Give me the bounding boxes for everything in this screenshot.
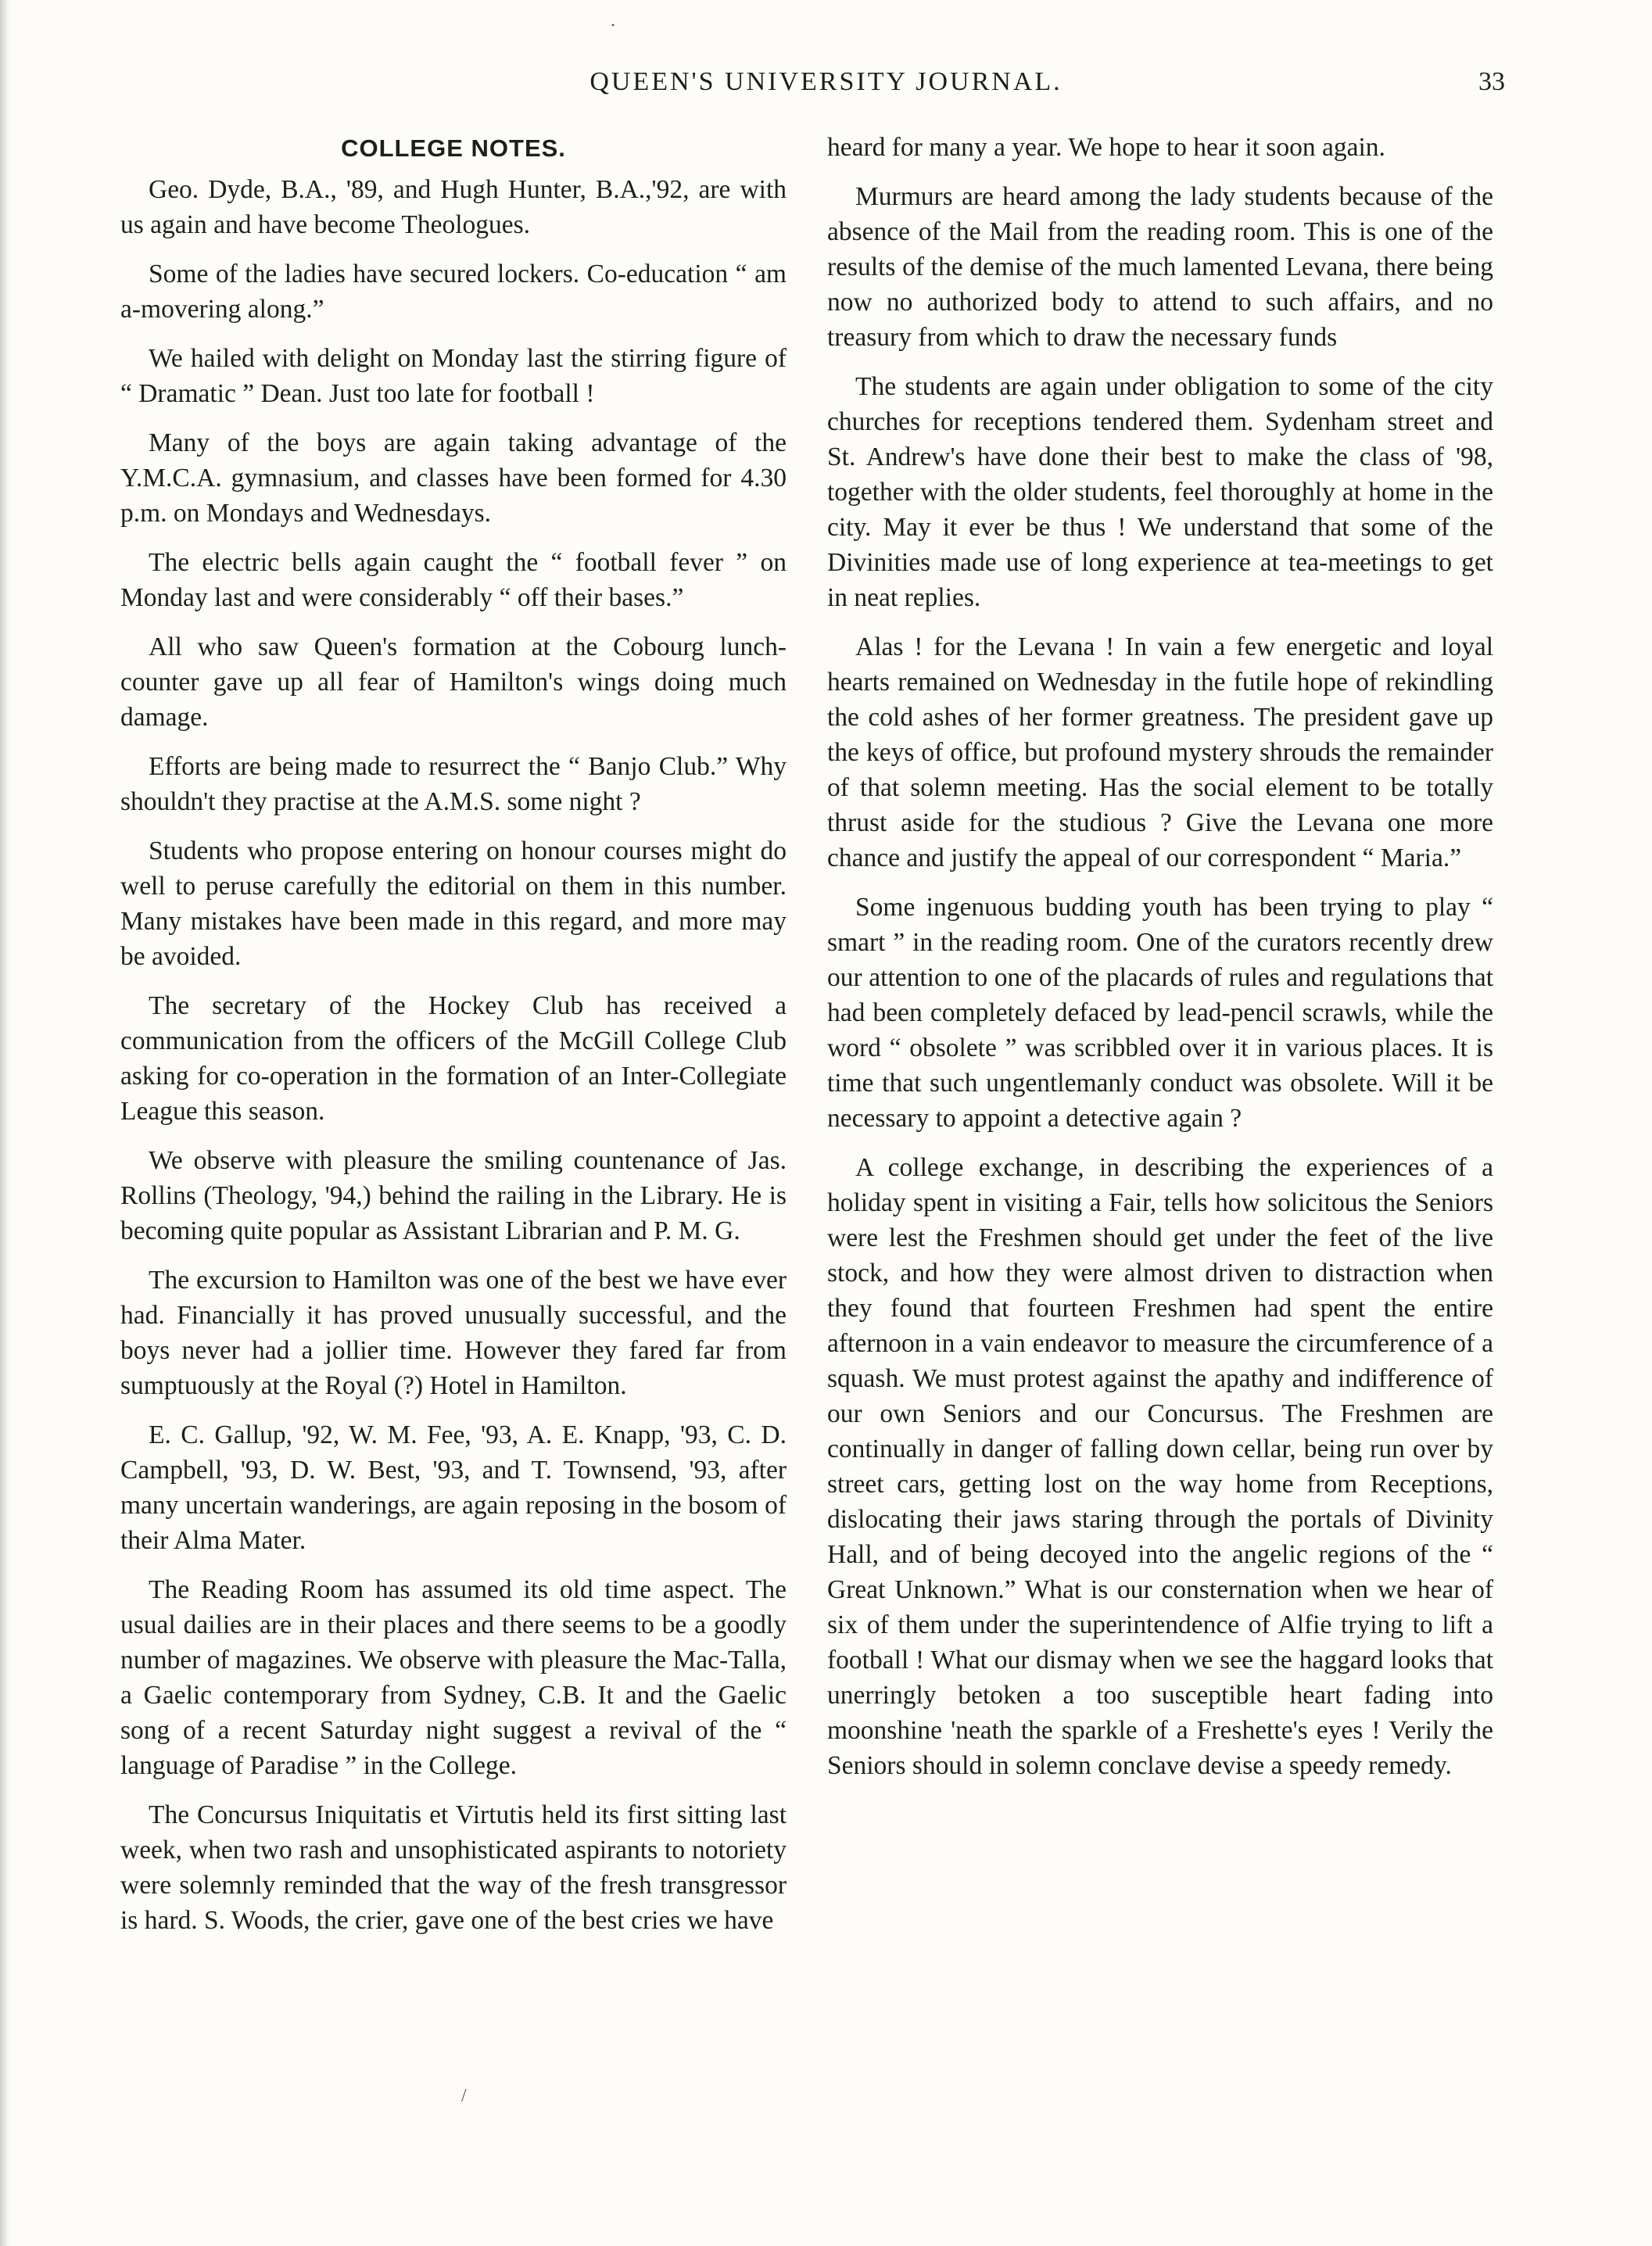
section-heading: COLLEGE NOTES. [341, 134, 566, 162]
note-paragraph: Some of the ladies have secured lockers. Co-education “ am a-movering along.” [120, 260, 787, 324]
note-paragraph: Alas ! for the Levana ! In vain a few energetic and loyal hearts remained on Wednesday in the futile hope of rekindling the cold ashes of her former greatness. The president gave up the keys of office, but profound mystery shrouds the remainder of that solemn meeting. Has the social element to be totally thrust aside for the studious ? Give the Levana one more chance and justify the appeal of our correspondent “ Maria.” [827, 632, 1493, 872]
journal-title: QUEEN'S UNIVERSITY JOURNAL. [589, 67, 1063, 96]
note-paragraph: E. C. Gallup, '92, W. M. Fee, '93, A. E. Knapp, '93, C. D. Campbell, '93, D. W. Best, '93, and T. Townsend, '93, after many uncertain wanderings, are again reposing in the bosom of their Alma Mater. [120, 1420, 787, 1555]
right-column [827, 130, 1493, 1797]
note-paragraph: A college exchange, in describing the experiences of a holiday spent in visiting a Fair, tells how solicitous the Seniors were lest the Freshmen should get under the feet of the live stock, and how they were almost driven to distraction when they found that fourteen Freshmen had spent the entire afternoon in a vain endeavor to measure the circumference of a squash. We must protest against the apathy and indifference of our own Seniors and our Concursus. The Freshmen are continually in danger of falling down cellar, being run over by street cars, getting lost on the way home from Receptions, dislocating their jaws staring through the portals of Divinity Hall, and of being decoyed into the angelic regions of the “ Great Unknown.” What is our consternation when we hear of six of them under the superintendence of Alfie trying to lift a football ! What our dismay when we see the haggard looks that unerringly betoken a too susceptible heart fading into moonshine 'neath the sparkle of a Freshette's eyes ! Verily the Seniors should in solemn conclave devise a speedy remedy. [827, 1153, 1493, 1780]
note-paragraph: The Concursus Iniquitatis et Virtutis held its first sitting last week, when two rash and unsophisticated aspirants to notoriety were solemnly reminded that the way of the fresh transgressor is hard. S. Woods, the crier, gave one of the best cries we have [120, 1800, 787, 1935]
page-binding-edge [0, 0, 11, 2246]
running-head [0, 67, 1652, 114]
print-mark: / [461, 2086, 467, 2106]
note-paragraph: Geo. Dyde, B.A., '89, and Hugh Hunter, B.A.,'92, are with us again and have become Theologues. [120, 175, 787, 239]
note-paragraph: The secretary of the Hockey Club has received a communication from the officers of the McGill College Club asking for co-operation in the formation of an Inter-Collegiate League this season. [120, 991, 787, 1126]
note-paragraph-continued: heard for many a year. We hope to hear it soon again. [827, 133, 1385, 162]
left-column [120, 130, 787, 1952]
note-paragraph: We observe with pleasure the smiling countenance of Jas. Rollins (Theology, '94,) behind the railing in the Library. He is becoming quite popular as Assistant Librarian and P. M. G. [120, 1146, 787, 1245]
note-paragraph: The electric bells again caught the “ football fever ” on Monday last and were considerably “ off their bases.” [120, 548, 787, 612]
note-paragraph: Some ingenuous budding youth has been trying to play “ smart ” in the reading room. One of the curators recently drew our attention to one of the placards of rules and regulations that had been completely defaced by lead-pencil scrawls, while the word “ obsolete ” was scribbled over it in various places. It is time that such ungentlemanly conduct was obsolete. Will it be necessary to appoint a detective again ? [827, 893, 1493, 1133]
note-paragraph: Efforts are being made to resurrect the “ Banjo Club.” Why shouldn't they practise at the A.M.S. some night ? [120, 752, 787, 816]
note-paragraph: The students are again under obligation to some of the city churches for receptions tendered them. Sydenham street and St. Andrew's have done their best to make the class of '98, together with the older students, feel thoroughly at home in the city. May it ever be thus ! We understand that some of the Divinities made use of long experience at tea-meetings to get in neat replies. [827, 372, 1493, 612]
page-number: 33 [1478, 67, 1505, 96]
note-paragraph: Murmurs are heard among the lady students because of the absence of the Mail from the reading room. This is one of the results of the demise of the much lamented Levana, there being now no authorized body to attend to such affairs, and no treasury from which to draw the necessary funds [827, 182, 1493, 352]
note-paragraph: All who saw Queen's formation at the Cobourg lunch-counter gave up all fear of Hamilton's wings doing much damage. [120, 632, 787, 732]
note-paragraph: The Reading Room has assumed its old time aspect. The usual dailies are in their places and there seems to be a goodly number of magazines. We observe with pleasure the Mac-Talla, a Gaelic contemporary from Sydney, C.B. It and the Gaelic song of a recent Saturday night suggest a revival of the “ language of Paradise ” in the College. [120, 1575, 787, 1780]
note-paragraph: We hailed with delight on Monday last the stirring figure of “ Dramatic ” Dean. Just too late for football ! [120, 344, 787, 408]
note-paragraph: Students who propose entering on honour courses might do well to peruse carefully the editorial on them in this number. Many mistakes have been made in this regard, and more may be avoided. [120, 836, 787, 971]
note-paragraph: The excursion to Hamilton was one of the best we have ever had. Financially it has proved unusually successful, and the boys never had a jollier time. However they fared far from sumptuously at the Royal (?) Hotel in Hamilton. [120, 1266, 787, 1400]
print-mark: · [610, 16, 616, 36]
note-paragraph: Many of the boys are again taking advantage of the Y.M.C.A. gymnasium, and classes have been formed for 4.30 p.m. on Mondays and Wednesdays. [120, 428, 787, 528]
